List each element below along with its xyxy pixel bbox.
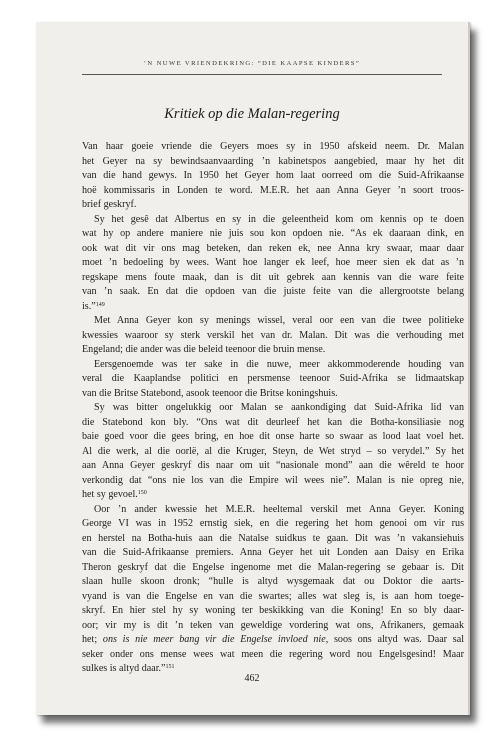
text-line: Eersgenoemde was ter sake in die nuwe, meer akkommoderende houding van [94, 358, 464, 370]
paragraph [82, 503, 464, 677]
text-line: regskape mens foute maak, dan is dit uit gebrek aan kennis van die ware feite [82, 271, 464, 283]
text-line: van die Britse Statebond, asook teenoor die Britse koningshuis. [82, 387, 338, 399]
text-line: skryf. En hier stel hy sy woning ter beskikking van die Koning! En so bly daar- [82, 605, 464, 616]
footnote-marker: 150 [137, 490, 147, 496]
text-line: Oor ’n ander kwessie het M.E.R. heeltemal verskil met Anna Geyer. Koning [94, 503, 464, 515]
body-text [82, 140, 464, 677]
text-line: aan Anna Geyer geskryf dis naar om uit “nasionale mond” aan die wêreld te hoor [82, 460, 464, 471]
text-line: seker onder ons mense wees wat meen die regering word nou Engelsgesind! Maar [82, 648, 464, 660]
text-line: George VI was in 1952 ernstig siek, en die regering het hom genooi om vir rus [82, 518, 464, 529]
text-line: Van haar goeie vriende die Geyers moes sy in 1950 afskeid neem. Dr. Malan [82, 141, 464, 152]
text-line: en herstel na Botha-huis aan die Natalse suidkus te gaan. Dit was ’n vakansiehuis [82, 532, 464, 544]
text-line: Sy het gesê dat Albertus en sy in die geleentheid kom om kennis op te doen [94, 213, 464, 225]
text-line: die Statebond kon bly. “Ons wat dit deurleef het kan die Botha-konsiliasie nog [82, 416, 464, 428]
footnote-marker: 149 [95, 301, 105, 308]
page-number: 462 [244, 673, 260, 684]
text-line: kwessies waaroor sy sterk verskil het van dr. Malan. Dit was die verhouding met [82, 329, 464, 341]
text-line: van die hand gewys. In 1950 het Geyer hom laat oorreed om die Suid-Afrikaanse [82, 170, 464, 181]
paragraph [82, 213, 464, 315]
text-line: vyand is van die Engelse en van die swartes; alles wat sleg is, is aan hom toege- [82, 590, 464, 602]
text-line: het Geyer na sy bewindsaanvaarding ’n kabinetspos aangebied, maar hy het dit [82, 155, 464, 167]
text-line: wat hy op andere maniere nie juis sou kon opdoen nie. “As ek daaraan dink, en [82, 228, 464, 239]
text-line: sulkes is altyd daar.”$^{151}$ [82, 663, 175, 674]
text-line: van die Suid-Afrikaanse premiers. Anna Geyer het uit Londen aan Daisy en Erika [82, 547, 464, 558]
section-title: Kritiek op die Malan-regering [164, 106, 340, 122]
text-line: is.”$^{149}$ [82, 300, 105, 312]
text-line: Theron geskryf dat die Engelse ingenome met die Malan-regering se gebaar is. Dit [82, 561, 464, 573]
text-line: baie goed voor die gees bring, en hoe dit onse harte so swaar as lood laat voel het. [82, 431, 464, 442]
text-line: verkondig dat “ons nie los van die Empire wil wees nie”. Malan is nie opreg nie, [82, 474, 464, 486]
header-rule [82, 74, 442, 75]
text-line: oor; vir my is dit ’n teken van geweldige vordering wat ons, Afrikaners, gemaak [82, 619, 464, 631]
text-line: ook wat dit vir ons mag beteken, dan reken ek, nee Anna kry swaar, maar daar [82, 242, 464, 254]
emphasis-text: ons is nie meer bang vir die Engelse invloed nie [102, 634, 326, 645]
paragraph [82, 401, 464, 503]
text-line: brief geskryf. [82, 199, 137, 210]
paragraph [82, 140, 464, 213]
text-line: hoë kommissaris in Londen te word. M.E.R. het aan Anna Geyer ’n soort troos- [82, 184, 464, 196]
book-page [36, 22, 470, 715]
footnote-marker: 151 [165, 664, 175, 670]
paragraph [82, 314, 464, 358]
text-line: het sy gevoel.$^{150}$ [82, 489, 147, 500]
text-line: slaan hulle skoon dronk; “hulle is altyd wysgemaak dat ou Doktor die aarts- [82, 576, 464, 587]
text-line: Engeland; die ander was die beleid teenoor die bruin mense. [82, 344, 326, 355]
text-line: van ’n saak. En dat die opdoen van die juiste feite van die allergrootste belang [82, 286, 464, 297]
text-line: Met Anna Geyer kon sy menings wissel, veral oor een van die twee politieke [94, 315, 464, 326]
text-line: moet ’n bedoeling by wees. Want hoe langer ek leef, hoe meer sien ek dat as ’n [82, 257, 464, 268]
text-line: veral die Kaaplandse politici en persmense teenoor Suid-Afrika se lidmaatskap [82, 373, 464, 384]
text-line: het; ons is nie meer bang vir die Engelse invloed nie, soos ons altyd was. Daar sal [82, 634, 465, 645]
text-line: Al die werk, al die oorlë, al die Kruger, Steyn, de Wet stryd – so verydel.” Sy het [82, 445, 464, 457]
paragraph [82, 358, 464, 402]
text-line: Sy was bitter ongelukkig oor Malan se aankondiging dat Suid-Afrika lid van [94, 402, 464, 413]
running-head: ‘N NUWE VRIENDEKRING: “DIE KAAPSE KINDERS” [143, 60, 361, 67]
